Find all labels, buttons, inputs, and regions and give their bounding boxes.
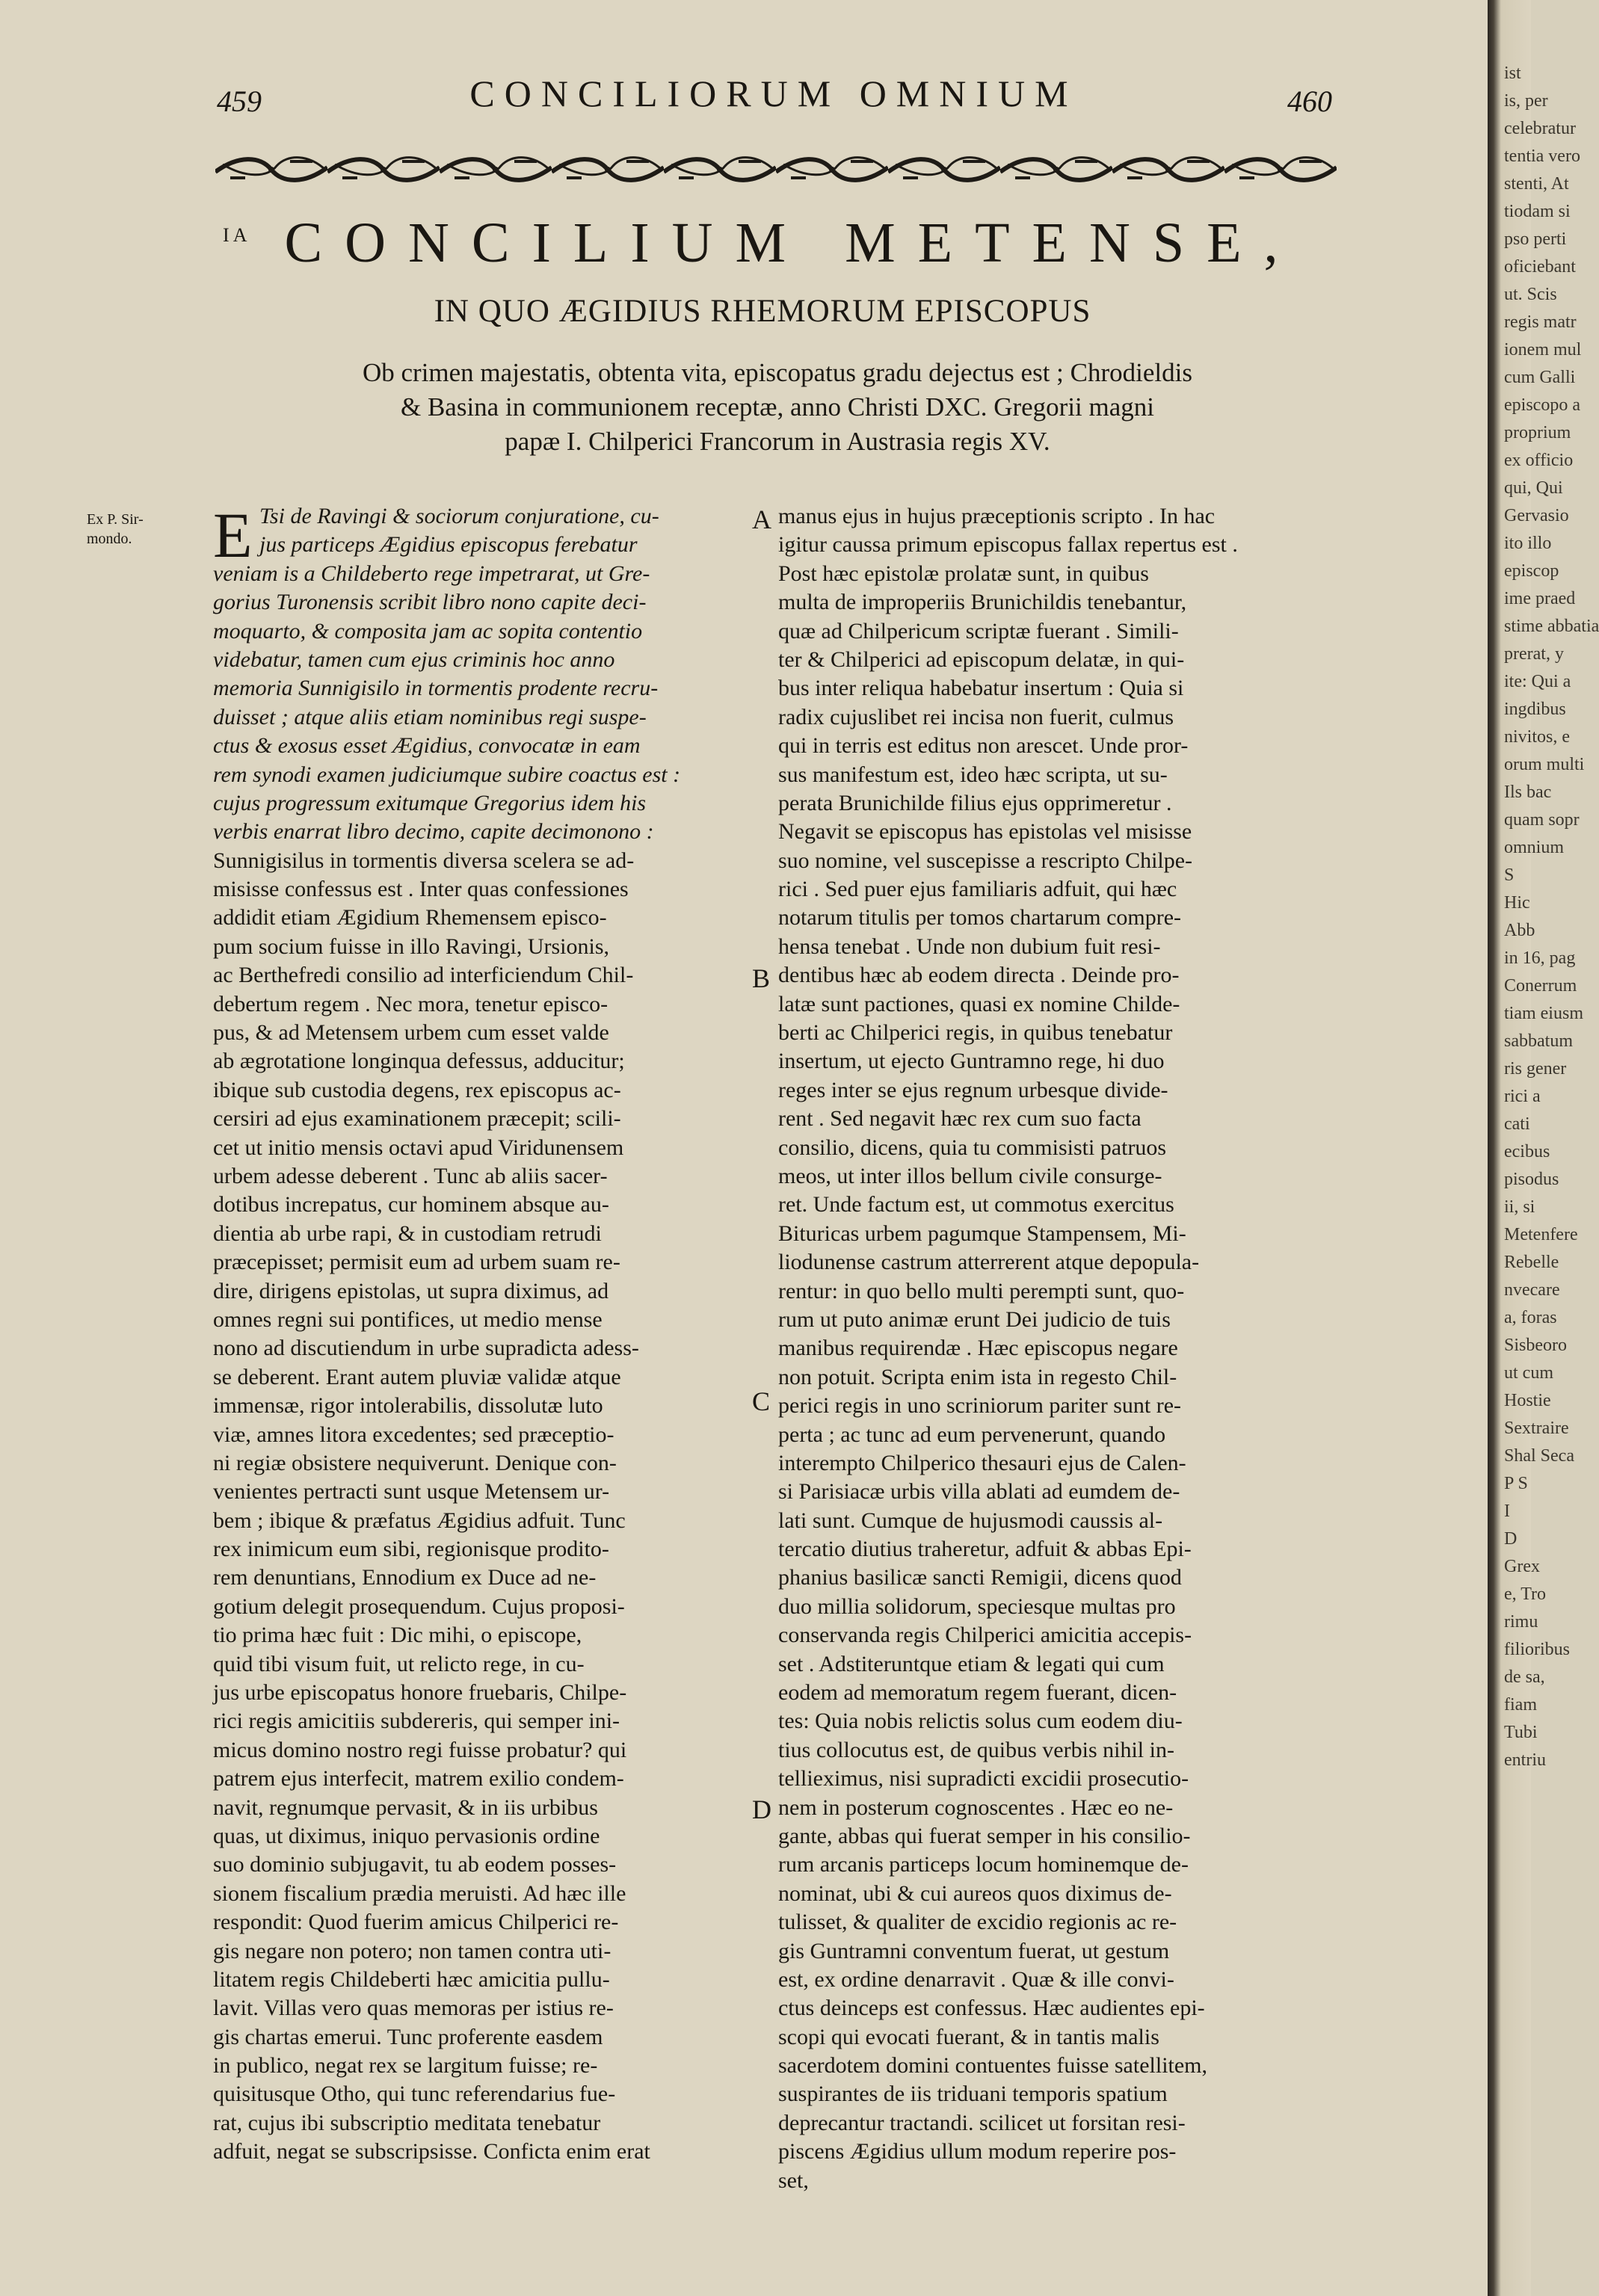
adjacent-page-fragment: Rebelle	[1504, 1253, 1559, 1272]
text-line: micus domino nostro regi fuisse probatur? qui	[213, 1737, 627, 1762]
text-line: tes: Quia nobis relictis solus cum eodem diu-	[778, 1709, 1183, 1734]
adjacent-page-fragment: tentia vero	[1504, 146, 1580, 166]
text-line: Tsi de Ravingi & sociorum conjuratione, cu-	[259, 504, 659, 528]
adjacent-page-fragment: ito illo	[1504, 534, 1552, 553]
text-line: berti ac Chilperici regis, in quibus tenebatur	[778, 1020, 1173, 1046]
adjacent-page-fragment: cum Galli	[1504, 368, 1576, 387]
text-line: notarum titulis per tomos chartarum compre-	[778, 905, 1182, 931]
adjacent-page-fragment: ingdibus	[1504, 700, 1566, 719]
text-line: manus ejus in hujus præceptionis scripto . In hac	[778, 504, 1216, 528]
text-line: Bituricas urbem pagumque Stampensem, Mi-	[778, 1220, 1186, 1246]
text-line: rex inimicum eum sibi, regionisque prodito-	[213, 1537, 609, 1562]
adjacent-page-fragment: ut. Scis	[1504, 285, 1557, 304]
adjacent-page-fragment: Sisbeoro	[1504, 1336, 1567, 1355]
text-line: multa de improperiis Brunichildis tenebantur,	[778, 590, 1187, 615]
adjacent-page-fragment: e, Tro	[1504, 1584, 1547, 1604]
text-line: rentur: in quo bello multi perempti sunt, quo-	[778, 1278, 1185, 1303]
text-column-left	[213, 499, 751, 2167]
text-line: suo nomine, vel suscepisse a rescripto Chilpe-	[778, 848, 1193, 873]
adjacent-page-fragment: nivitos, e	[1504, 727, 1570, 747]
text-line: cet ut initio mensis octavi apud Viridunensem	[213, 1135, 624, 1160]
text-line: ibique sub custodia degens, rex episcopus ac-	[213, 1077, 621, 1102]
adjacent-page-fragment: episcop	[1504, 561, 1559, 581]
adjacent-page-fragment: is, per	[1504, 91, 1548, 111]
text-line: scopi qui evocati fuerant, & in tantis malis	[778, 2024, 1159, 2049]
adjacent-page-fragment: de sa,	[1504, 1667, 1545, 1687]
text-line: venientes pertracti sunt usque Metensem ur-	[213, 1479, 610, 1505]
text-line: gotium delegit prosequendum. Cujus proposi-	[213, 1593, 625, 1619]
adjacent-page-fragment: nvecare	[1504, 1280, 1560, 1300]
text-column-right	[778, 502, 1316, 2195]
council-title: CONCILIUM METENSE,	[284, 212, 1301, 274]
text-line: urbem adesse deberent . Tunc ab aliis sacer-	[213, 1163, 608, 1188]
adjacent-page-fragment: Ils bac	[1504, 783, 1552, 802]
adjacent-page-text	[1504, 60, 1599, 1774]
adjacent-page-fragment: ist	[1504, 64, 1521, 83]
text-line: nominat, ubi & cui aureos quos diximus de-	[778, 1880, 1172, 1906]
text-line: meos, ut inter illos bellum civile consurge-	[778, 1163, 1162, 1188]
text-line: nono ad discutiendum in urbe supradicta adess-	[213, 1336, 639, 1361]
adjacent-page-fragment: cati	[1504, 1114, 1530, 1134]
adjacent-page-fragment: Conerrum	[1504, 976, 1577, 996]
text-line: gis Guntramni conventum fuerat, ut gestum	[778, 1938, 1170, 1963]
running-title: CONCILIORUM OMNIUM	[469, 72, 1078, 114]
text-line: sionem fiscalium prædia meruisti. Ad hæc ille	[213, 1880, 626, 1906]
adjacent-page-fragment: qui, Qui	[1504, 478, 1563, 498]
text-line: suo dominio subjugavit, tu ab eodem posses-	[213, 1852, 617, 1877]
text-line: pus, & ad Metensem urbem cum esset valde	[213, 1020, 609, 1046]
text-line: conservanda regis Chilperici amicitia accepis-	[778, 1623, 1192, 1648]
text-line: rent . Sed negavit hæc rex cum suo facta	[778, 1106, 1142, 1132]
text-line: quid tibi visum fuit, ut relicto rege, in cu-	[213, 1651, 585, 1676]
text-line: ac Berthefredi consilio ad interficiendum Chil-	[213, 963, 634, 988]
text-line: dentibus hæc ab eodem directa . Deinde pro-	[778, 963, 1180, 988]
adjacent-page-fragment: filioribus	[1504, 1640, 1570, 1659]
text-line: tulisset, & qualiter de excidio regionis ac re-	[778, 1910, 1177, 1935]
adjacent-page-fragment: P S	[1504, 1474, 1528, 1493]
adjacent-page-fragment: ecibus	[1504, 1142, 1550, 1161]
text-line: rat, cujus ibi subscriptio meditata tenebatur	[213, 2110, 601, 2135]
text-line: litatem regis Childeberti hæc amicitia pullu-	[213, 1966, 610, 1992]
adjacent-page-fragment: episcopo a	[1504, 395, 1580, 415]
text-line: dotibus increpatus, cur hominem absque au-	[213, 1192, 609, 1218]
text-line: se deberent. Erant autem pluviæ validæ atque	[213, 1364, 621, 1389]
text-line: nem in posterum cognoscentes . Hæc eo ne-	[778, 1794, 1174, 1820]
text-line: veniam is a Childeberto rege impetrarat, ut Gre-	[213, 561, 650, 586]
text-line: rum arcanis particeps locum hominemque de-	[778, 1852, 1189, 1877]
adjacent-page-fragment: ex officio	[1504, 451, 1574, 470]
text-line: ret. Unde factum est, ut commotus exercitus	[778, 1192, 1174, 1218]
adjacent-page-fragment: tiodam si	[1504, 202, 1571, 221]
text-line: ctus deinceps est confessus. Hæc audientes epi-	[778, 1996, 1205, 2021]
text-line: adfuit, negat se subscripsisse. Conficta enim erat	[213, 2139, 650, 2164]
text-line: est, ex ordine denarravit . Quæ & ille convi-	[778, 1966, 1174, 1992]
text-line: jus particeps Ægidius episcopus ferebatur	[259, 532, 638, 558]
text-line: perta ; ac tunc ad eum pervenerunt, quando	[778, 1422, 1166, 1447]
text-line: tio prima hæc fuit : Dic mihi, o episcope,	[213, 1623, 582, 1648]
adjacent-page-fragment: I	[1504, 1502, 1510, 1521]
text-line: dientia ab urbe rapi, & in custodiam retrudi	[213, 1220, 602, 1246]
adjacent-page-fragment: a, foras	[1504, 1308, 1557, 1327]
text-line: si Parisiacæ urbis villa ablati ad eumdem de-	[778, 1479, 1180, 1505]
text-line: quæ ad Chilpericum scriptæ fuerant . Simili-	[778, 618, 1179, 644]
adjacent-page-fragment: prerat, y	[1504, 644, 1564, 664]
text-line: jus urbe episcopatus honore fruebaris, Chilpe-	[213, 1680, 627, 1706]
adjacent-page-edge	[1488, 0, 1599, 2296]
text-line: rum ut puto animæ erunt Dei judicio de tuis	[778, 1306, 1171, 1332]
text-line: dire, dirigens epistolas, ut supra diximus, ad	[213, 1278, 609, 1303]
text-line: consilio, dicens, quia tu commisisti patruos	[778, 1135, 1167, 1160]
text-line: quisitusque Otho, qui tunc referendarius fue-	[213, 2081, 616, 2107]
text-line: tellieximus, nisi supradicti excidii prosecutio-	[778, 1766, 1189, 1792]
page-number-left: 459	[217, 84, 262, 118]
text-line: reges inter se ejus regnum urbesque divide-	[778, 1077, 1168, 1102]
adjacent-page-fragment: ime praed	[1504, 589, 1576, 608]
text-line: cujus progressum exitumque Gregorius idem his	[213, 790, 647, 815]
adjacent-page-fragment: celebratur	[1504, 119, 1576, 138]
text-line: gorius Turonensis scribit libro nono capite deci-	[213, 590, 647, 615]
description-line: Ob crimen majestatis, obtenta vita, episcopatus gradu dejectus est ; Chrodieldis	[362, 358, 1192, 387]
text-line: respondit: Quod fuerim amicus Chilperici re-	[213, 1910, 619, 1935]
text-line: Negavit se episcopus has epistolas vel misisse	[778, 819, 1192, 845]
margin-letter-a: A	[752, 504, 771, 534]
text-line: lavit. Villas vero quas memoras per istius re-	[213, 1996, 614, 2021]
page-number-right: 460	[1287, 84, 1332, 118]
adjacent-page-fragment: fiam	[1504, 1695, 1537, 1715]
margin-letter-d: D	[752, 1794, 771, 1824]
adjacent-page-fragment: Metenfere	[1504, 1225, 1578, 1244]
adjacent-page-fragment: rici a	[1504, 1087, 1541, 1106]
text-line: non potuit. Scripta enim ista in regesto Chil-	[778, 1364, 1177, 1389]
text-line: ter & Chilperici ad episcopum delatæ, in qui-	[778, 646, 1185, 672]
text-line: sacerdotem domini contuentes fuisse satellitem,	[778, 2053, 1208, 2079]
text-line: lati sunt. Cumque de hujusmodi caussis al-	[778, 1507, 1163, 1533]
text-line: piscens Ægidius ullum modum reperire pos-	[778, 2139, 1177, 2164]
adjacent-page-fragment: oficiebant	[1504, 257, 1576, 277]
text-line: duisset ; atque aliis etiam nominibus regi suspe-	[213, 704, 647, 729]
adjacent-page-fragment: Hostie	[1504, 1391, 1551, 1410]
text-line: duo millia solidorum, speciesque multas pro	[778, 1593, 1176, 1619]
text-line: patrem ejus interfecit, matrem exilio condem-	[213, 1766, 624, 1792]
adjacent-page-fragment: Gervasio	[1504, 506, 1569, 525]
text-line: debertum regem . Nec mora, tenetur episco-	[213, 991, 609, 1016]
adjacent-page-fragment: quam sopr	[1504, 810, 1580, 830]
text-line: sus manifestum est, ideo hæc scripta, ut su-	[778, 762, 1168, 787]
adjacent-page-fragment: regis matr	[1504, 312, 1577, 332]
adjacent-page-fragment: sabbatum	[1504, 1031, 1573, 1051]
text-line: perici regis in uno scriniorum pariter sunt re-	[778, 1393, 1182, 1419]
adjacent-page-fragment: D	[1504, 1529, 1518, 1549]
text-line: ni regiæ obsistere nequiverunt. Denique con-	[213, 1450, 617, 1475]
text-line: manibus requirendæ . Hæc episcopus negare	[778, 1336, 1178, 1361]
adjacent-page-fragment: rimu	[1504, 1612, 1538, 1632]
text-line: omnes regni sui pontifices, ut medio mense	[213, 1306, 603, 1332]
margin-letter-c: C	[752, 1386, 771, 1416]
adjacent-page-fragment: Hic	[1504, 893, 1530, 913]
adjacent-page-fragment: ii, si	[1504, 1197, 1535, 1217]
text-line: latæ sunt pactiones, quasi ex nomine Childe-	[778, 991, 1180, 1016]
text-line: insertum, ut ejecto Guntramno rege, hi duo	[778, 1049, 1165, 1074]
adjacent-page-fragment: Grex	[1504, 1557, 1540, 1576]
text-line: cersiri ad ejus examinationem præcepit; scili-	[213, 1106, 621, 1132]
adjacent-page-fragment: Sextraire	[1504, 1419, 1569, 1438]
text-line: bem ; ibique & præfatus Ægidius adfuit. Tunc	[213, 1507, 626, 1533]
adjacent-page-fragment: stime abbatia	[1504, 617, 1599, 636]
text-line: rici regis amicitiis subdereris, qui semper ini-	[213, 1709, 620, 1734]
text-line: suspirantes de iis triduani temporis spatium	[778, 2081, 1168, 2107]
adjacent-page-fragment: Shal Seca	[1504, 1446, 1574, 1466]
text-line: immensæ, rigor intolerabilis, dissolutæ luto	[213, 1393, 603, 1419]
adjacent-page-fragment: in 16, pag	[1504, 948, 1576, 968]
adjacent-page-fragment: pso perti	[1504, 229, 1567, 249]
adjacent-page-fragment: S	[1504, 865, 1515, 885]
text-line: ctus & exosus esset Ægidius, convocatæ in eam	[213, 733, 641, 759]
text-line: liodunense castrum atterrerent atque depopula-	[778, 1250, 1200, 1275]
text-line: gis negare non potero; non tamen contra uti-	[213, 1938, 611, 1963]
text-line: rem denuntians, Ennodium ex Duce ad ne-	[213, 1565, 597, 1590]
text-line: navit, regnumque pervasit, & in iis urbibus	[213, 1794, 598, 1820]
adjacent-page-fragment: Abb	[1504, 921, 1535, 940]
text-line: gis chartas emerui. Tunc proferente easdem	[213, 2024, 603, 2049]
text-line: rem synodi examen judiciumque subire coactus est :	[213, 762, 681, 787]
text-line: bus inter reliqua habebatur insertum : Quia si	[778, 676, 1184, 701]
adjacent-page-fragment: omnium	[1504, 838, 1565, 857]
text-line: deprecantur tractandi. scilicet ut forsitan resi-	[778, 2110, 1186, 2135]
text-line: misisse confessus est . Inter quas confessiones	[213, 877, 629, 902]
text-line: gante, abbas qui fuerat semper in his consilio-	[778, 1823, 1191, 1848]
adjacent-page-fragment: orum multi	[1504, 755, 1585, 774]
adjacent-page-fragment: stenti, At	[1504, 174, 1569, 194]
drop-cap: E	[213, 499, 253, 571]
text-line: in publico, negat rex se largitum fuisse; re-	[213, 2053, 598, 2079]
adjacent-page-fragment: ite: Qui a	[1504, 672, 1571, 691]
text-line: interempto Chilperico thesauri ejus de Calen-	[778, 1450, 1186, 1475]
text-line: igitur caussa primum episcopus fallax repertus est .	[778, 532, 1238, 558]
text-line: qui in terris est editus non arescet. Unde pror-	[778, 733, 1189, 759]
footnote-marker: I A	[223, 224, 247, 246]
text-line: rici . Sed puer ejus familiaris adfuit, qui hæc	[778, 877, 1177, 902]
text-line: hensa tenebat . Unde non dubium fuit resi-	[778, 933, 1161, 959]
text-line: phanius basilicæ sancti Remigii, dicens quod	[778, 1565, 1182, 1590]
description-line: & Basina in communionem receptæ, anno Christi DXC. Gregorii magni	[400, 392, 1155, 422]
adjacent-page-fragment: tiam eiusm	[1504, 1004, 1583, 1023]
adjacent-page-fragment: entriu	[1504, 1750, 1546, 1770]
adjacent-page-fragment: proprium	[1504, 423, 1571, 442]
text-line: pum socium fuisse in illo Ravingi, Ursionis,	[213, 933, 609, 959]
text-line: videbatur, tamen cum ejus criminis hoc anno	[213, 646, 615, 672]
sidenote-line: mondo.	[87, 531, 132, 547]
adjacent-page-fragment: pisodus	[1504, 1170, 1559, 1189]
text-line: moquarto, & composita jam ac sopita contentio	[213, 618, 643, 644]
text-line: Post hæc epistolæ prolatæ sunt, in quibus	[778, 561, 1149, 586]
text-line: præcepisset; permisit eum ad urbem suam re-	[213, 1250, 620, 1275]
text-line: set,	[778, 2167, 809, 2193]
council-subtitle: IN QUO ÆGIDIUS RHEMORUM EPISCOPUS	[434, 294, 1091, 329]
council-description	[202, 356, 1353, 459]
text-line: tius collocutus est, de quibus verbis nihil in-	[778, 1737, 1174, 1762]
running-head	[0, 72, 1488, 117]
text-line: eodem ad memoratum regem fuerant, dicen-	[778, 1680, 1177, 1706]
margin-letter-b: B	[752, 963, 771, 993]
text-line: addidit etiam Ægidium Rhemensem episco-	[213, 905, 607, 931]
adjacent-page-fragment: ionem mul	[1504, 340, 1582, 359]
text-line: quas, ut diximus, iniquo pervasionis ordine	[213, 1823, 600, 1848]
text-line: viæ, amnes litora excedentes; sed præceptio-	[213, 1422, 614, 1447]
description-line: papæ I. Chilperici Francorum in Austrasia regis XV.	[505, 427, 1050, 456]
ornament-band	[215, 148, 1337, 191]
text-line: tercatio diutius traheretur, adfuit & abbas Epi-	[778, 1537, 1192, 1562]
text-line: set . Adstiteruntque etiam & legati qui cum	[778, 1651, 1165, 1676]
text-line: Sunnigisilus in tormentis diversa scelera se ad-	[213, 848, 635, 873]
text-line: verbis enarrat libro decimo, capite decimonono :	[213, 819, 654, 845]
adjacent-page-fragment: ris gener	[1504, 1059, 1567, 1078]
text-line: perata Brunichilde filius ejus opprimeretur .	[778, 790, 1172, 815]
adjacent-page-fragment: Tubi	[1504, 1723, 1538, 1742]
sidenote-line: Ex P. Sir-	[87, 511, 144, 528]
text-line: radix cujuslibet rei incisa non fuerit, culmus	[778, 704, 1174, 729]
source-sidenote	[87, 510, 199, 549]
text-line: memoria Sunnigisilo in tormentis prodente recru-	[213, 676, 659, 701]
adjacent-page-fragment: ut cum	[1504, 1363, 1553, 1383]
text-line: ab ægrotatione longinqua defessus, adducitur;	[213, 1049, 625, 1074]
